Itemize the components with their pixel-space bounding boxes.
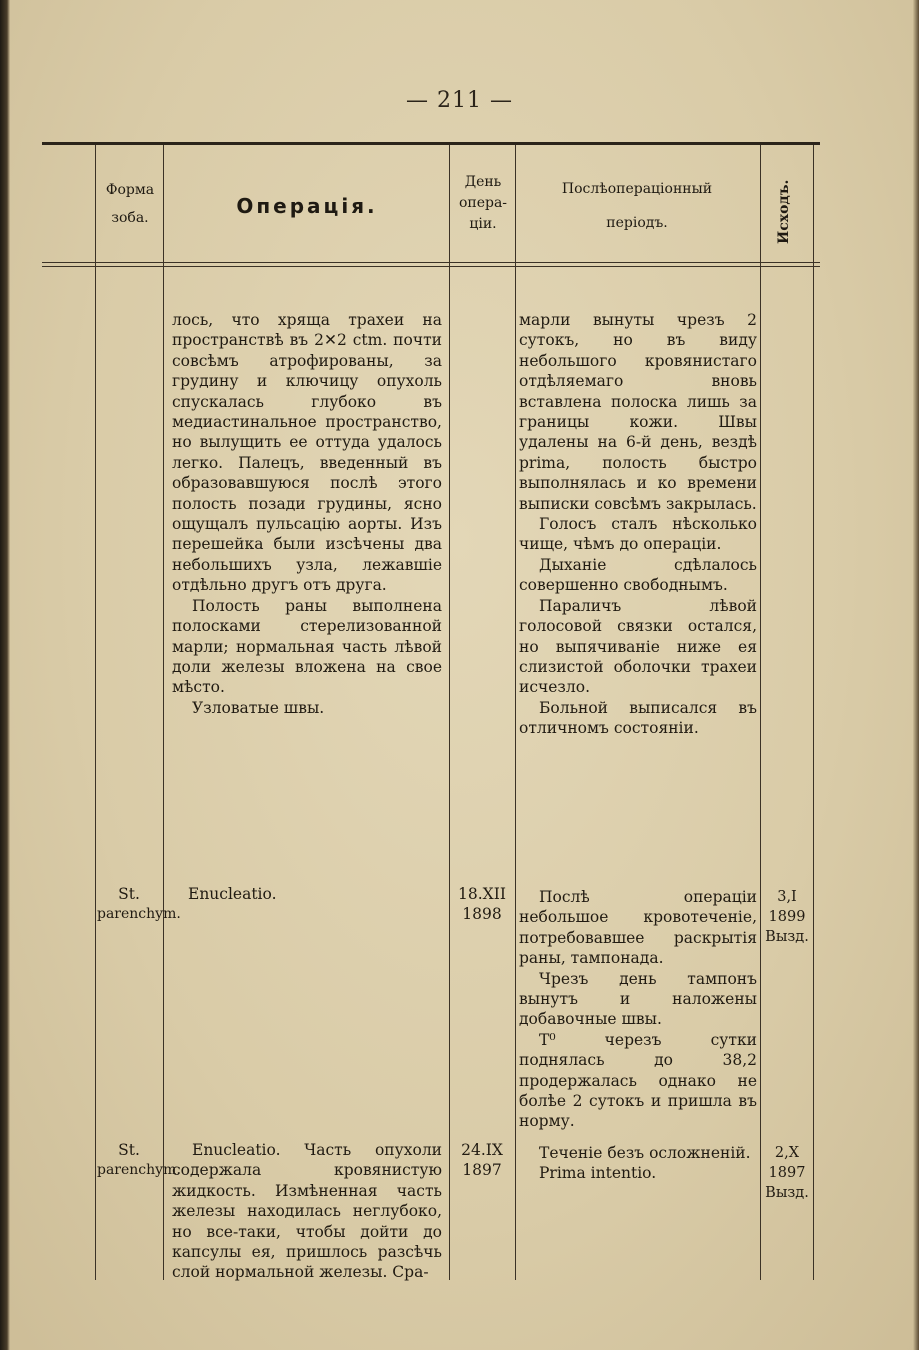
row2-postop: Послѣ операціи небольшое кровотеченіе, потребовавшее раскрытія раны, тампонада. Чрезъ день тампонъ вынутъ и наложены добавочные швы. T⁰ черезъ сутки поднялась до 38,2 продержалась однако не болѣе 2 сутокъ и пришла въ норму. — [519, 888, 757, 1131]
page-number: — 211 — — [406, 88, 513, 113]
row2-exit: 3,I 1899 Вызд. — [765, 889, 809, 945]
header-day: День опера- ціи. — [458, 174, 508, 232]
header-operation: Операція. — [236, 194, 378, 218]
row3-exit: 2,X 1897 Вызд. — [765, 1145, 809, 1201]
header-rule — [42, 262, 820, 263]
page-edge — [913, 0, 919, 1350]
row2-forma: St. parenchym. — [97, 885, 181, 922]
header-forma: Форма зоба. — [105, 182, 155, 226]
row2-operation: Enucleatio. — [188, 885, 277, 903]
header-postop-period: Послѣопераціонный періодъ. — [561, 181, 713, 231]
column-divider — [163, 145, 164, 1280]
column-divider — [760, 145, 761, 1280]
header-rule — [42, 266, 820, 267]
column-divider — [95, 145, 96, 1280]
column-divider — [515, 145, 516, 1280]
row3-forma: St. parenchym. — [97, 1141, 181, 1178]
row3-operation: Enucleatio. Часть опухоли содержала кровянистую жидкость. Измѣненная часть железы находилась неглубоко, но все-таки, чтобы дойти до капсулы ея, пришлось разсѣчь слой нормальной железы. Сра- — [172, 1141, 442, 1282]
row3-postop: Теченіе безъ осложненій. Prima intentio. — [539, 1144, 751, 1183]
book-spine — [0, 0, 10, 1350]
row2-day: 18.XII 1898 — [458, 885, 506, 923]
table-top-rule — [42, 142, 820, 145]
header-exit: Исходъ. — [776, 179, 792, 244]
column-divider — [449, 145, 450, 1280]
row3-day: 24.IX 1897 — [461, 1141, 503, 1179]
row1-postop: марли вынуты чрезъ 2 сутокъ, но въ виду небольшого кровянистаго отдѣляемаго вновь вставлена полоска лишь за границы кожи. Швы удалены на 6-й день, вездѣ prima, полость быстро выполнялась и ко времени выписки совсѣмъ закрылась. Голосъ сталъ нѣсколько чище, чѣмъ до операціи. Дыханіе сдѣлалось совершенно свободнымъ. Параличъ лѣвой голосовой связки остался, но выпячиваніе ниже ея слизистой оболочки трахеи исчезло. Больной выписался въ отличномъ состояніи. — [519, 311, 757, 738]
column-divider — [813, 145, 814, 1280]
row1-operation: лось, что хряща трахеи на пространствѣ въ 2✕2 ctm. почти совсѣмъ атрофированы, за грудину и ключицу опухоль спускалась глубоко въ медиастинальное пространство, но вылущить ее оттуда удалось легко. Палецъ, введенный въ образовавшуюся послѣ этого полость позади грудины, ясно ощущалъ пульсацію аорты. Изъ перешейка были изсѣчены два небольшихъ узла, лежавшіе отдѣльно другъ отъ друга. Полость раны выполнена полосками стерелизованной марли; нормальная часть лѣвой доли железы вложена на свое мѣсто. Узловатые швы. — [172, 311, 442, 717]
